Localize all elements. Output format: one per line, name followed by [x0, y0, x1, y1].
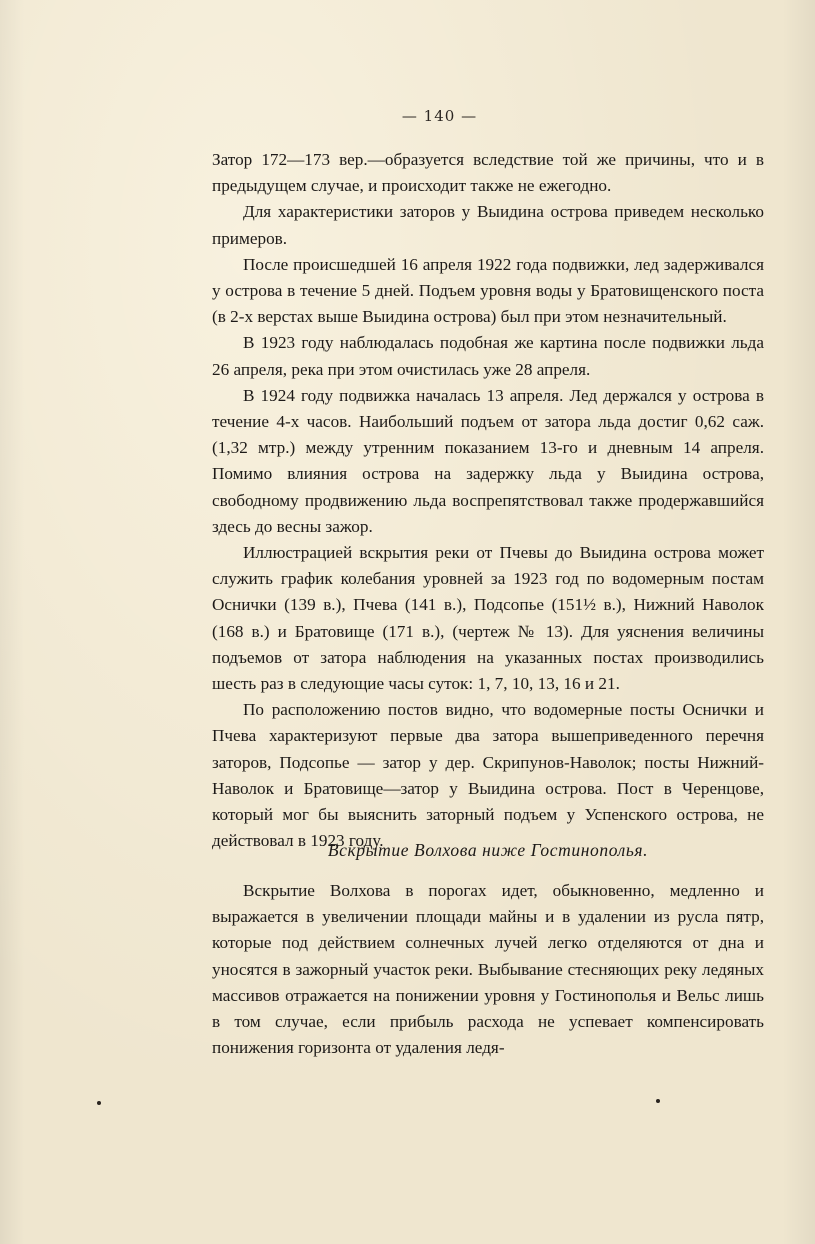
- paragraph: Затор 172—173 вер.—образуется вследствие той же причины, что и в предыдущем случае, и происходит также не ежегодно.: [212, 150, 764, 196]
- paragraph: В 1924 году подвижка началась 13 апреля. Лед держался у острова в течение 4-х часов. Наибольший подъем от затора льда достиг 0,62 саж. (1,32 мтр.) между утренним показанием 13-го и дневным 14 апреля. Помимо влияния острова на задержку льда у Выидина острова, свободному продвижению льда воспрепятствовал также продержавшийся здесь до весны зажор.: [212, 385, 764, 536]
- paragraph: Иллюстрацией вскрытия реки от Пчевы до Выидина острова может служить график колебания уровней за 1923 год по водомерным постам Оснички (139 в.), Пчева (141 в.), Подсопье (151½ в.), Нижний Наволок (168 в.) и Братовище (171 в.), (чертеж № 13). Для уяснения величины подъемов от затора наблюдения на указанных постах производились шесть раз в следующие часы суток: 1, 7, 10, 13, 16 и 21.: [212, 543, 764, 694]
- page-number: — 140 —: [401, 107, 478, 125]
- ink-speck: [656, 1099, 660, 1103]
- body-text-top: [212, 147, 764, 854]
- paragraph: Для характеристики заторов у Выидина острова приведем несколько примеров.: [212, 202, 764, 248]
- ink-speck: [97, 1101, 101, 1105]
- paragraph: После происшедшей 16 апреля 1922 года подвижки, лед задерживался у острова в течение 5 дней. Подъем уровня воды у Братовищенского поста (в 2-х верстах выше Выидина острова) был при этом незначительный.: [212, 254, 764, 327]
- paragraph: По расположению постов видно, что водомерные посты Оснички и Пчева характеризуют первые два затора вышеприведенного перечня заторов, Подсопье — затор у дер. Скрипунов-Наволок; посты Нижний-Наволок и Братовище—затор у Выидина острова. Пост в Черенцове, который мог бы выяснить заторный подъем у Успенского острова, не действовал в 1923 году.: [212, 700, 764, 851]
- paragraph: Вскрытие Волхова в порогах идет, обыкновенно, медленно и выражается в увеличении площади майны и в удалении из русла пятр, которые под действием солнечных лучей легко отделяются от дна и уносятся в зажорный участок реки. Выбывание стесняющих реку ледяных массивов отражается на понижении уровня у Гостинополья и Вельс лишь в том случае, если прибыль расхода не успевает компенсировать понижения горизонта от удаления ледя-: [212, 881, 764, 1058]
- section-heading: Вскрытие Волхова ниже Гостинополья.: [327, 840, 649, 860]
- paragraph: В 1923 году наблюдалась подобная же картина после подвижки льда 26 апреля, река при этом очистилась уже 28 апреля.: [212, 333, 764, 379]
- body-text-bottom: [212, 878, 764, 1061]
